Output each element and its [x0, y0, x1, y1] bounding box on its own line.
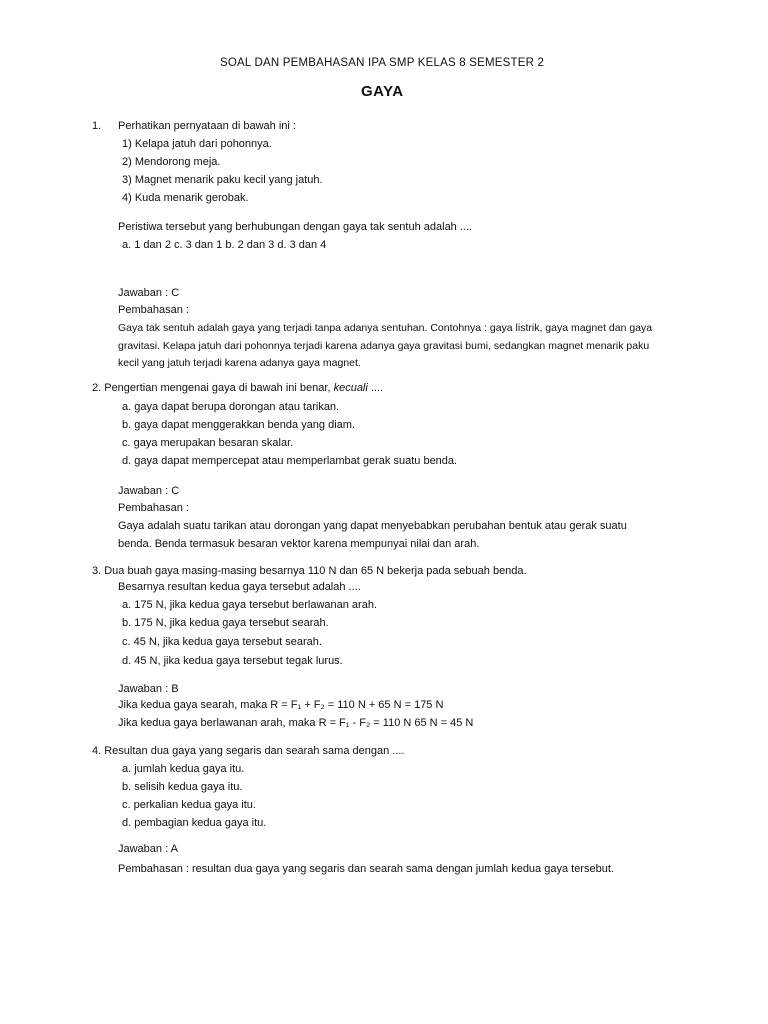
- q4-option-a: a. jumlah kedua gaya itu.: [122, 763, 245, 775]
- q3-option-c: c. 45 N, jika kedua gaya tersebut searah.: [122, 636, 322, 648]
- q4-option-d: d. pembagian kedua gaya itu.: [122, 817, 267, 829]
- q3-option-d: d. 45 N, jika kedua gaya tersebut tegak lurus.: [122, 655, 343, 667]
- q2-option-c: c. gaya merupakan besaran skalar.: [122, 437, 294, 449]
- section-heading: GAYA: [361, 83, 404, 100]
- q2-answer: Jawaban : C: [118, 485, 180, 497]
- q1-statement-4: 4) Kuda menarik gerobak.: [122, 192, 249, 204]
- q1-statement-3: 3) Magnet menarik paku kecil yang jatuh.: [122, 174, 323, 186]
- q3-option-b: b. 175 N, jika kedua gaya tersebut searah.: [122, 617, 329, 629]
- q4-explanation: Pembahasan : resultan dua gaya yang segaris dan searah sama dengan jumlah kedua gaya tersebut.: [118, 863, 614, 875]
- q3-answer: Jawaban : B: [118, 683, 179, 695]
- document-title: SOAL DAN PEMBAHASAN IPA SMP KELAS 8 SEMESTER 2: [220, 57, 545, 69]
- q2-option-a: a. gaya dapat berupa dorongan atau tarikan.: [122, 401, 340, 413]
- q3-work-2: Jika kedua gaya berlawanan arah, maka R = F₁ - F₂ = 110 N 65 N = 45 N: [118, 717, 474, 729]
- q1-answer: Jawaban : C: [118, 287, 180, 299]
- q3-text: 3. Dua buah gaya masing-masing besarnya 110 N dan 65 N bekerja pada sebuah benda.: [92, 565, 527, 577]
- q1-prompt: Peristiwa tersebut yang berhubungan dengan gaya tak sentuh adalah ....: [118, 221, 473, 233]
- q2-question: [92, 381, 383, 395]
- q4-text: 4. Resultan dua gaya yang segaris dan searah sama dengan ....: [92, 745, 405, 757]
- q1-explanation: Gaya tak sentuh adalah gaya yang terjadi tanpa adanya sentuhan. Contohnya : gaya listrik, gaya magnet dan gaya gravitasi. Kelapa jatuh dari pohonnya terjadi karena adanya gaya gravitasi bumi, sedangkan magnet menarik paku kecil yang jatuh terjadi karena adanya gaya magnet.: [118, 322, 653, 369]
- q2-explanation: Gaya adalah suatu tarikan atau dorongan yang dapat menyebabkan perubahan bentuk atau gerak suatu benda. Benda termasuk besaran vektor karena mempunyai nilai dan arah.: [118, 520, 627, 550]
- q4-answer: Jawaban : A: [118, 843, 178, 855]
- q4-option-b: b. selisih kedua gaya itu.: [122, 781, 243, 793]
- q4-option-c: c. perkalian kedua gaya itu.: [122, 799, 256, 811]
- q2-explanation-label: Pembahasan :: [118, 502, 189, 514]
- q1-number: 1.: [92, 120, 102, 132]
- q2-text: 2. Pengertian mengenai gaya di bawah ini benar,: [92, 382, 331, 394]
- q1-explanation-label: Pembahasan :: [118, 304, 189, 316]
- q1-options: a. 1 dan 2 c. 3 dan 1 b. 2 dan 3 d. 3 dan 4: [122, 239, 327, 251]
- q1-text: Perhatikan pernyataan di bawah ini :: [118, 120, 296, 132]
- q2-option-b: b. gaya dapat menggerakkan benda yang diam.: [122, 419, 355, 431]
- q2-text-italic: kecuali: [333, 382, 368, 394]
- q1-statement-2: 2) Mendorong meja.: [122, 156, 221, 168]
- q2-option-d: d. gaya dapat mempercepat atau memperlambat gerak suatu benda.: [122, 455, 458, 467]
- q3-text-2: Besarnya resultan kedua gaya tersebut adalah ....: [118, 581, 361, 593]
- q3-work-1: Jika kedua gaya searah, maka R = F₁ + F₂ = 110 N + 65 N = 175 N: [118, 699, 444, 711]
- q3-option-a: a. 175 N, jika kedua gaya tersebut berlawanan arah.: [122, 599, 377, 611]
- q2-text-suffix: ....: [370, 382, 384, 394]
- q1-statement-1: 1) Kelapa jatuh dari pohonnya.: [122, 138, 272, 150]
